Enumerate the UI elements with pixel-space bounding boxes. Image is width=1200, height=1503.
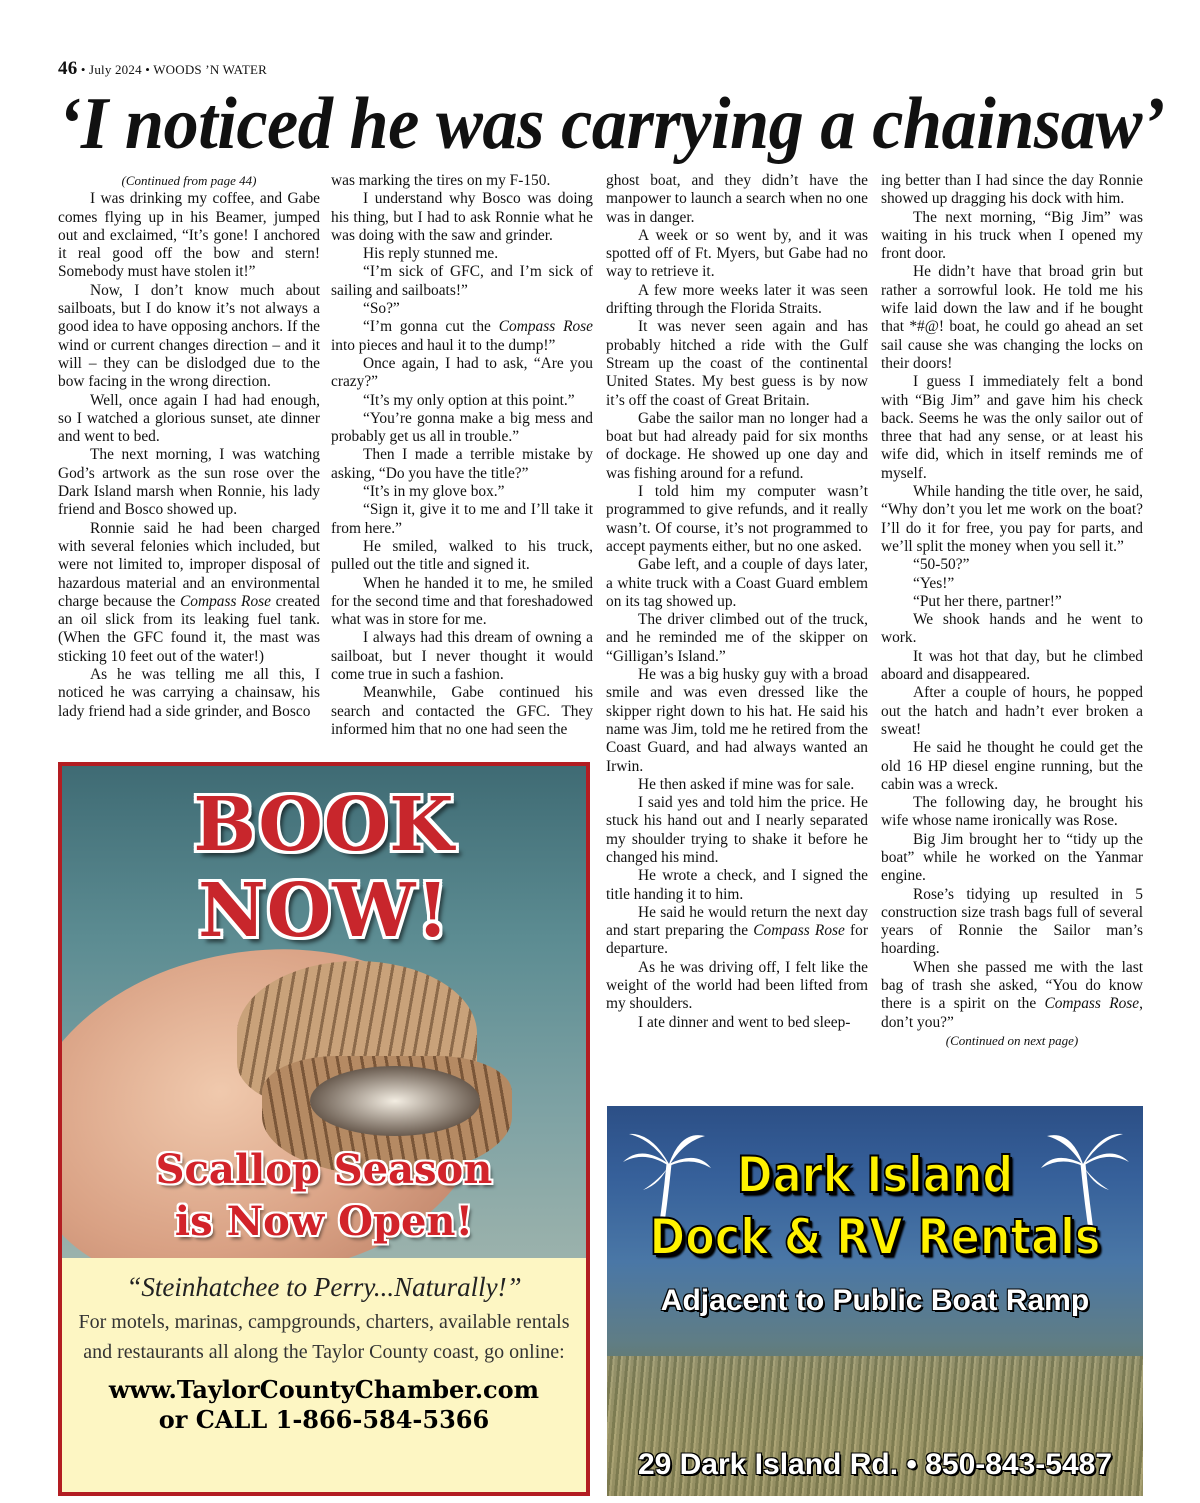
paragraph: A week or so went by, and it was spotted off of Ft. Myers, but Gabe had no way to retrieve it. xyxy=(606,226,868,281)
dock-ad-address-phone: 29 Dark Island Rd. • 850-843-5487 xyxy=(637,1448,1113,1481)
paragraph: “I’m sick of GFC, and I’m sick of sailing and sailboats!” xyxy=(331,263,593,299)
paragraph: He said he thought he could get the old 16 HP diesel engine running, but the cabin was a wreck. xyxy=(881,739,1143,793)
paragraph: “It’s in my glove box.” xyxy=(363,483,505,501)
paragraph: ghost boat, and they didn’t have the manpower to launch a search when no one was in danger. xyxy=(606,172,868,226)
paragraph: was marking the tires on my F-150. xyxy=(331,172,551,189)
paragraph: I guess I immediately felt a bond with “Big Jim” and gave him his check back. Seems he was the only sailor out of three that had any sense, or at least his wife did, which in itself reminds me of myself. xyxy=(881,373,1143,482)
paragraph: His reply stunned me. xyxy=(363,245,499,263)
paragraph: The following day, he brought his wife whose name ironically was Rose. xyxy=(881,794,1143,830)
article-column-2 xyxy=(331,172,593,739)
paragraph: I told him my computer wasn’t programmed to give refunds, and it really wasn’t. Of course, it’s not programmed to accept payments either, but no one asked. xyxy=(606,483,868,555)
page-folio xyxy=(58,58,267,80)
paragraph: He smiled, walked to his truck, pulled out the title and signed it. xyxy=(331,537,593,574)
paragraph: Now, I don’t know much about sailboats, but I do know it’s not always a good idea to have opposing anchors. If the wind or current changes direction – and it will – they can be dislodged due to the bow facing in the wrong direction. xyxy=(58,281,320,391)
paragraph: I always had this dream of owning a sailboat, but I never thought it would come true in such a fashion. xyxy=(331,629,593,684)
issue-info: • July 2024 • WOODS ’N WATER xyxy=(77,62,267,77)
ad-slogan: “Steinhatchee to Perry...Naturally!” xyxy=(126,1272,522,1302)
article-headline: ‘I noticed he was carrying a chainsaw’ xyxy=(58,83,1165,165)
ad-info-text: For motels, marinas, campgrounds, charters, available rentals and restaurants all along the Taylor County coast, go online: xyxy=(78,1311,570,1363)
paragraph: “Yes!” xyxy=(913,574,955,592)
paragraph: Meanwhile, Gabe continued his search and contacted the GFC. They informed him that no one had seen the xyxy=(331,684,593,738)
scallop-season-text: Scallop Season is Now Open! xyxy=(155,1146,493,1245)
paragraph: After a couple of hours, he popped out the hatch and hadn’t ever broken a sweat! xyxy=(881,684,1143,738)
paragraph: While handing the title over, he said, “Why don’t you let me work on the boat? I’ll do it for free, you pay for parts, and we’ll split the money when you sell it.” xyxy=(881,483,1143,555)
book-now-heading: BOOK NOW! xyxy=(193,782,455,954)
paragraph: A few more weeks later it was seen drifting through the Florida Straits. xyxy=(606,281,868,318)
article-column-3 xyxy=(606,172,868,1032)
paragraph: Gabe the sailor man no longer had a boat but had already paid for six months of dockage. He showed up one day and was fishing around for a refund. xyxy=(606,409,868,482)
paragraph: He said he would return the next day and start preparing the Compass Rose for departure. xyxy=(606,903,868,958)
paragraph: He didn’t have that broad grin but rather a sorrowful look. He told me his wife laid down the law and if he bought that *#@! boat, he could go ahead an set sail cause she was changing the locks on their doors! xyxy=(881,263,1143,372)
paragraph: The driver climbed out of the truck, and he reminded me of the skipper on “Gilligan’s Island.” xyxy=(606,611,868,665)
dock-ad-subtitle: Adjacent to Public Boat Ramp xyxy=(660,1284,1090,1317)
paragraph: As he was driving off, I felt like the weight of the world had been lifted from my shoulders. xyxy=(606,958,868,1013)
paragraph: I said yes and told him the price. He stuck his hand out and I nearly separated my shoulder trying to shake it before he changed his mind. xyxy=(606,794,868,866)
paragraph: I understand why Bosco was doing his thing, but I had to ask Ronnie what he was doing with the saw and grinder. xyxy=(331,190,593,244)
paragraph: I was drinking my coffee, and Gabe comes flying up in his Beamer, jumped out and exclaimed, “It’s gone! I anchored it real good off the bow and stern! Somebody must have stolen it!” xyxy=(58,190,320,281)
paragraph: “So?” xyxy=(363,300,400,318)
paragraph: “Put her there, partner!” xyxy=(913,592,1062,610)
paragraph: Big Jim brought her to “tidy up the boat” while he worked on the Yanmar engine. xyxy=(881,830,1143,885)
paragraph: The next morning, I was watching God’s artwork as the sun rose over the Dark Island marsh when Ronnie, his lady friend and Bosco showed up. xyxy=(58,446,320,519)
dark-island-dock-ad xyxy=(607,1106,1143,1496)
paragraph: I ate dinner and went to bed sleep- xyxy=(638,1013,851,1031)
continued-on-note: (Continued on next page) xyxy=(945,1032,1079,1048)
paragraph: Rose’s tidying up resulted in 5 construction size trash bags full of several years of Ronnie the Sailor man’s hoarding. xyxy=(881,885,1143,958)
paragraph: It was never seen again and has probably hitched a ride with the Gulf Stream up the coast of the continental United States. My best guess is by now it’s off the coast of Great Britain. xyxy=(606,318,868,409)
paragraph: “50-50?” xyxy=(913,556,970,574)
page-number: 46 xyxy=(58,58,78,79)
paragraph: It was hot that day, but he climbed aboard and disappeared. xyxy=(881,647,1143,684)
scallop-meat-image xyxy=(310,1066,480,1136)
dock-ad-title: Dark Island Dock & RV Rentals xyxy=(649,1146,1101,1266)
paragraph: He wrote a check, and I signed the title handing it to him. xyxy=(606,867,868,903)
paragraph: ing better than I had since the day Ronnie showed up dragging his dock with him. xyxy=(881,172,1143,208)
paragraph: “Sign it, give it to me and I’ll take it from here.” xyxy=(331,501,593,537)
article-column-4 xyxy=(881,172,1143,1050)
ad-phone: or CALL 1-866-584-5366 xyxy=(158,1405,490,1434)
article-column-1 xyxy=(58,172,320,721)
paragraph: “You’re gonna make a big mess and probably get us all in trouble.” xyxy=(331,409,593,446)
paragraph: “It’s my only option at this point.” xyxy=(363,391,575,409)
paragraph: When he handed it to me, he smiled for the second time and that foreshadowed what was in store for me. xyxy=(331,574,593,629)
paragraph: “I’m gonna cut the Compass Rose into pieces and haul it to the dump!” xyxy=(331,318,593,354)
paragraph: When she passed me with the last bag of trash she asked, “You do know there is a spirit on the Compass Rose, don’t you?” xyxy=(881,958,1143,1031)
paragraph: As he was telling me all this, I noticed he was carrying a chainsaw, his lady friend had a side grinder, and Bosco xyxy=(58,666,320,720)
paragraph: He then asked if mine was for sale. xyxy=(638,775,855,793)
paragraph: He was a big husky guy with a broad smile and was even dressed like the skipper right down to his hat. He said his name was Jim, told me he retired from the Coast Guard, and had always wanted an Irwin. xyxy=(606,666,868,775)
paragraph: The next morning, “Big Jim” was waiting in his truck when I opened my front door. xyxy=(881,208,1143,263)
paragraph: Ronnie said he had been charged with several felonies which included, but were not limited to, improper disposal of hazardous material and an environmental charge because the Compass Rose created an oil slick from its leaking fuel tank. (When the GFC found it, the mast was sticking 10 feet out of the water!) xyxy=(58,519,320,665)
paragraph: Well, once again I had had enough, so I watched a glorious sunset, ate dinner and went to bed. xyxy=(58,391,320,446)
paragraph: We shook hands and he went to work. xyxy=(881,611,1143,647)
paragraph: Gabe left, and a couple of days later, a white truck with a Coast Guard emblem on its tag showed up. xyxy=(606,556,868,610)
ad-info-box xyxy=(62,1258,586,1496)
paragraph: Once again, I had to ask, “Are you crazy?” xyxy=(331,354,593,391)
paragraph: Then I made a terrible mistake by asking, “Do you have the title?” xyxy=(331,446,593,482)
scallop-season-ad xyxy=(58,762,590,1496)
ad-website-link[interactable]: www.TaylorCountyChamber.com xyxy=(108,1375,540,1404)
continued-from-note: (Continued from page 44) xyxy=(121,173,257,188)
